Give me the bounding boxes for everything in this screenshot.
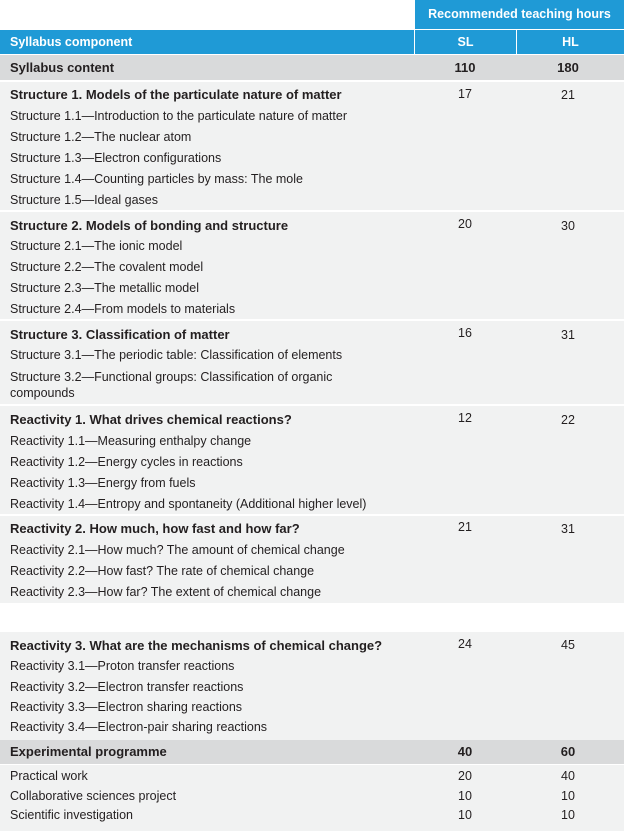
practical-work-label: Practical work — [10, 769, 88, 783]
section-sl-hours: 17 — [458, 87, 472, 101]
section-sl-hours: 12 — [458, 411, 472, 425]
section-item: compounds — [10, 386, 75, 400]
practical-work-hl: 40 — [561, 769, 575, 783]
syllabus-content-row — [0, 55, 624, 80]
section-item: Structure 3.1—The periodic table: Classification of elements — [10, 348, 343, 362]
section-item: Structure 2.2—The covalent model — [10, 260, 204, 274]
recommended-hours-header: Recommended teaching hours — [415, 0, 624, 29]
section-item: Structure 1.4—Counting particles by mass: The mole — [10, 172, 303, 186]
section-hl-hours: 22 — [561, 413, 575, 427]
practical-work-sl: 20 — [458, 769, 472, 783]
collaborative-project-label: Collaborative sciences project — [10, 789, 177, 803]
section-item: Structure 1.2—The nuclear atom — [10, 130, 192, 144]
syllabus-content-sl: 110 — [454, 60, 476, 75]
section-item: Reactivity 2.2—How fast? The rate of chemical change — [10, 564, 315, 578]
sl-column-header: SL — [415, 30, 516, 54]
scientific-investigation-hl: 10 — [561, 808, 575, 822]
experimental-programme-hl: 60 — [560, 744, 576, 759]
experimental-details — [0, 765, 624, 831]
hl-column-header: HL — [517, 30, 624, 54]
section-reactivity-1 — [0, 405, 624, 514]
section-hl-hours: 21 — [561, 88, 575, 102]
collaborative-project-sl: 10 — [458, 789, 472, 803]
section-sl-hours: 21 — [458, 520, 472, 534]
section-title: Reactivity 2. How much, how fast and how far? — [10, 521, 300, 536]
section-item: Reactivity 3.2—Electron transfer reactions — [10, 680, 244, 694]
scientific-investigation-label: Scientific investigation — [10, 808, 133, 822]
syllabus-component-header: Syllabus component — [0, 30, 414, 54]
section-hl-hours: 31 — [561, 522, 575, 536]
section-item: Structure 2.3—The metallic model — [10, 281, 199, 295]
section-reactivity-3 — [0, 631, 624, 740]
collaborative-project-hl: 10 — [561, 789, 575, 803]
header-bottom-row — [0, 30, 624, 54]
section-item: Reactivity 1.1—Measuring enthalpy change — [10, 434, 252, 448]
section-item: Reactivity 3.1—Proton transfer reactions — [10, 659, 235, 673]
section-hl-hours: 30 — [561, 219, 575, 233]
section-reactivity-2 — [0, 515, 624, 603]
section-item: Reactivity 2.1—How much? The amount of chemical change — [10, 543, 345, 557]
scientific-investigation-sl: 10 — [458, 808, 472, 822]
section-item: Reactivity 2.3—How far? The extent of chemical change — [10, 585, 322, 599]
section-item: Structure 3.2—Functional groups: Classification of organic — [10, 370, 333, 384]
section-sl-hours: 20 — [458, 217, 472, 231]
section-item: Structure 1.5—Ideal gases — [10, 193, 158, 207]
section-title: Structure 3. Classification of matter — [10, 327, 230, 342]
section-structure-1 — [0, 81, 624, 210]
section-title: Structure 1. Models of the particulate nature of matter — [10, 87, 342, 102]
section-item: Structure 2.1—The ionic model — [10, 239, 183, 253]
section-hl-hours: 45 — [561, 638, 575, 652]
section-item: Reactivity 1.3—Energy from fuels — [10, 476, 196, 490]
section-sl-hours: 16 — [458, 326, 472, 340]
section-item: Reactivity 3.3—Electron sharing reactions — [10, 700, 243, 714]
syllabus-content-label: Syllabus content — [10, 60, 115, 75]
experimental-programme-sl: 40 — [457, 744, 473, 759]
section-item: Reactivity 3.4—Electron-pair sharing reactions — [10, 720, 268, 734]
header-top-row — [0, 0, 624, 29]
section-structure-3 — [0, 320, 624, 404]
section-title: Reactivity 1. What drives chemical reactions? — [10, 412, 292, 427]
section-item: Structure 2.4—From models to materials — [10, 302, 236, 316]
section-item: Structure 1.1—Introduction to the particulate nature of matter — [10, 109, 347, 123]
syllabus-content-hl: 180 — [557, 60, 579, 75]
section-title: Reactivity 3. What are the mechanisms of chemical change? — [10, 638, 383, 653]
section-title: Structure 2. Models of bonding and structure — [10, 218, 289, 233]
section-item: Reactivity 1.2—Energy cycles in reactions — [10, 455, 243, 469]
section-item: Reactivity 1.4—Entropy and spontaneity (Additional higher level) — [10, 497, 367, 511]
section-structure-2 — [0, 211, 624, 319]
experimental-programme-row — [0, 740, 624, 764]
experimental-programme-label: Experimental programme — [10, 744, 167, 759]
section-sl-hours: 24 — [458, 637, 472, 651]
section-hl-hours: 31 — [561, 328, 575, 342]
section-item: Structure 1.3—Electron configurations — [10, 151, 222, 165]
